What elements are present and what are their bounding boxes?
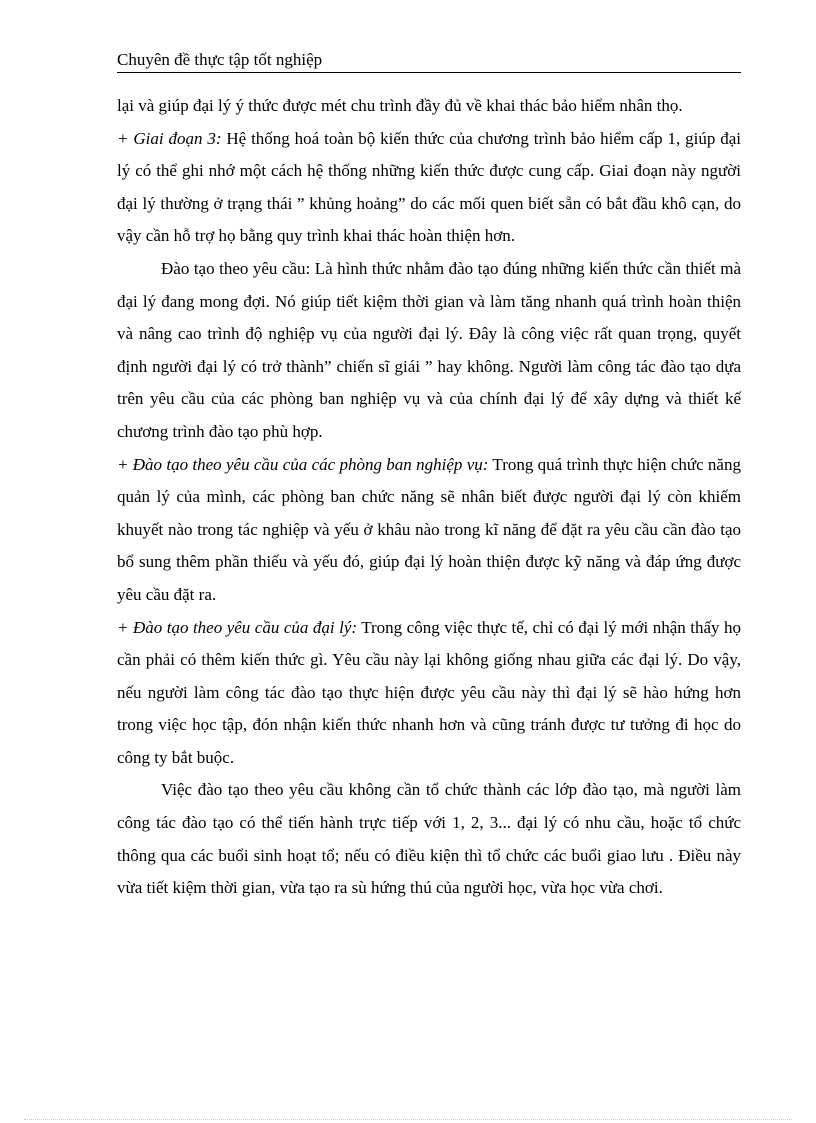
header-title: Chuyên đề thực tập tốt nghiệp [117, 50, 323, 69]
paragraph-training-format [117, 774, 741, 904]
paragraph-lead: + Giai đoạn 3: [117, 128, 222, 148]
page-bottom-border [24, 1119, 792, 1120]
paragraph-continuation [117, 90, 741, 123]
paragraph-department-training [117, 449, 741, 612]
paragraph-text: Hệ thống hoá toàn bộ kiến thức của chương trình bảo hiểm cấp 1, giúp đại lý có thể ghi nhớ một cách hệ thống những kiến thức được cung cấp. Giai đoạn này người đại lý thường ở trạng thái ” khủng hoảng” do các mối quen biết sẵn có bắt đầu khô cạn, do vậy cần hỗ trợ họ bằng quy trình khai thác hoàn thiện hơn. [117, 128, 741, 246]
paragraph-lead: + Đào tạo theo yêu cầu của đại lý: [117, 617, 358, 637]
paragraph-text: Trong công việc thực tế, chỉ có đại lý mới nhận thấy họ cần phải có thêm kiến thức gì. Yêu cầu này lại không giống nhau giữa các đại lý. Do vậy, nếu người làm công tác đào tạo thực hiện được yêu cầu này thì đại lý sẽ hào hứng hơn trong việc học tập, đón nhận kiến thức nhanh hơn và cũng tránh được tư tưởng đi học do công ty bắt buộc. [117, 617, 742, 767]
paragraph-text: Việc đào tạo theo yêu cầu không cần tổ chức thành các lớp đào tạo, mà người làm công tác đào tạo có thể tiến hành trực tiếp với 1, 2, 3... đại lý có nhu cầu, hoặc tổ chức thông qua các buổi sinh hoạt tổ; nếu có điều kiện thì tổ chức các buổi giao lưu . Điều này vừa tiết kiệm thời gian, vừa tạo ra sù hứng thú của người học, vừa học vừa chơi. [117, 780, 741, 898]
page-header [117, 48, 741, 73]
paragraph-on-demand-training [117, 253, 741, 449]
paragraph-stage-3 [117, 123, 741, 253]
paragraph-lead: + Đào tạo theo yêu cầu của các phòng ban nghiệp vụ: [117, 454, 489, 474]
paragraph-agent-training [117, 612, 741, 775]
paragraph-text: lại và giúp đại lý ý thức được mét chu trình đầy đủ về khai thác bảo hiểm nhân thọ. [117, 96, 683, 115]
document-body [117, 90, 741, 905]
paragraph-text: Đào tạo theo yêu cầu: Là hình thức nhằm đào tạo đúng những kiến thức cần thiết mà đại lý đang mong đợi. Nó giúp tiết kiệm thời gian và làm tăng nhanh quá trình hoàn thiện và nâng cao trình độ nghiệp vụ của người đại lý. Đây là công việc rất quan trọng, quyết định người đại lý có trở thành” chiến sĩ giái ” hay không. Người làm công tác đào tạo dựa trên yêu cầu của các phòng ban nghiệp vụ và của chính đại lý để xây dựng và thiết kế chương trình đào tạo phù hợp. [117, 258, 741, 441]
paragraph-text: Trong quá trình thực hiện chức năng quản lý của mình, các phòng ban chức năng sẽ nhân biết được người đại lý còn khiếm khuyết nào trong tác nghiệp và yếu ở khâu nào trong kĩ năng để đặt ra yêu cầu cần đào tạo bổ sung thêm phần thiếu và yếu đó, giúp đại lý hoàn thiện được kỹ năng và đáp ứng được yêu cầu đặt ra. [117, 454, 741, 604]
